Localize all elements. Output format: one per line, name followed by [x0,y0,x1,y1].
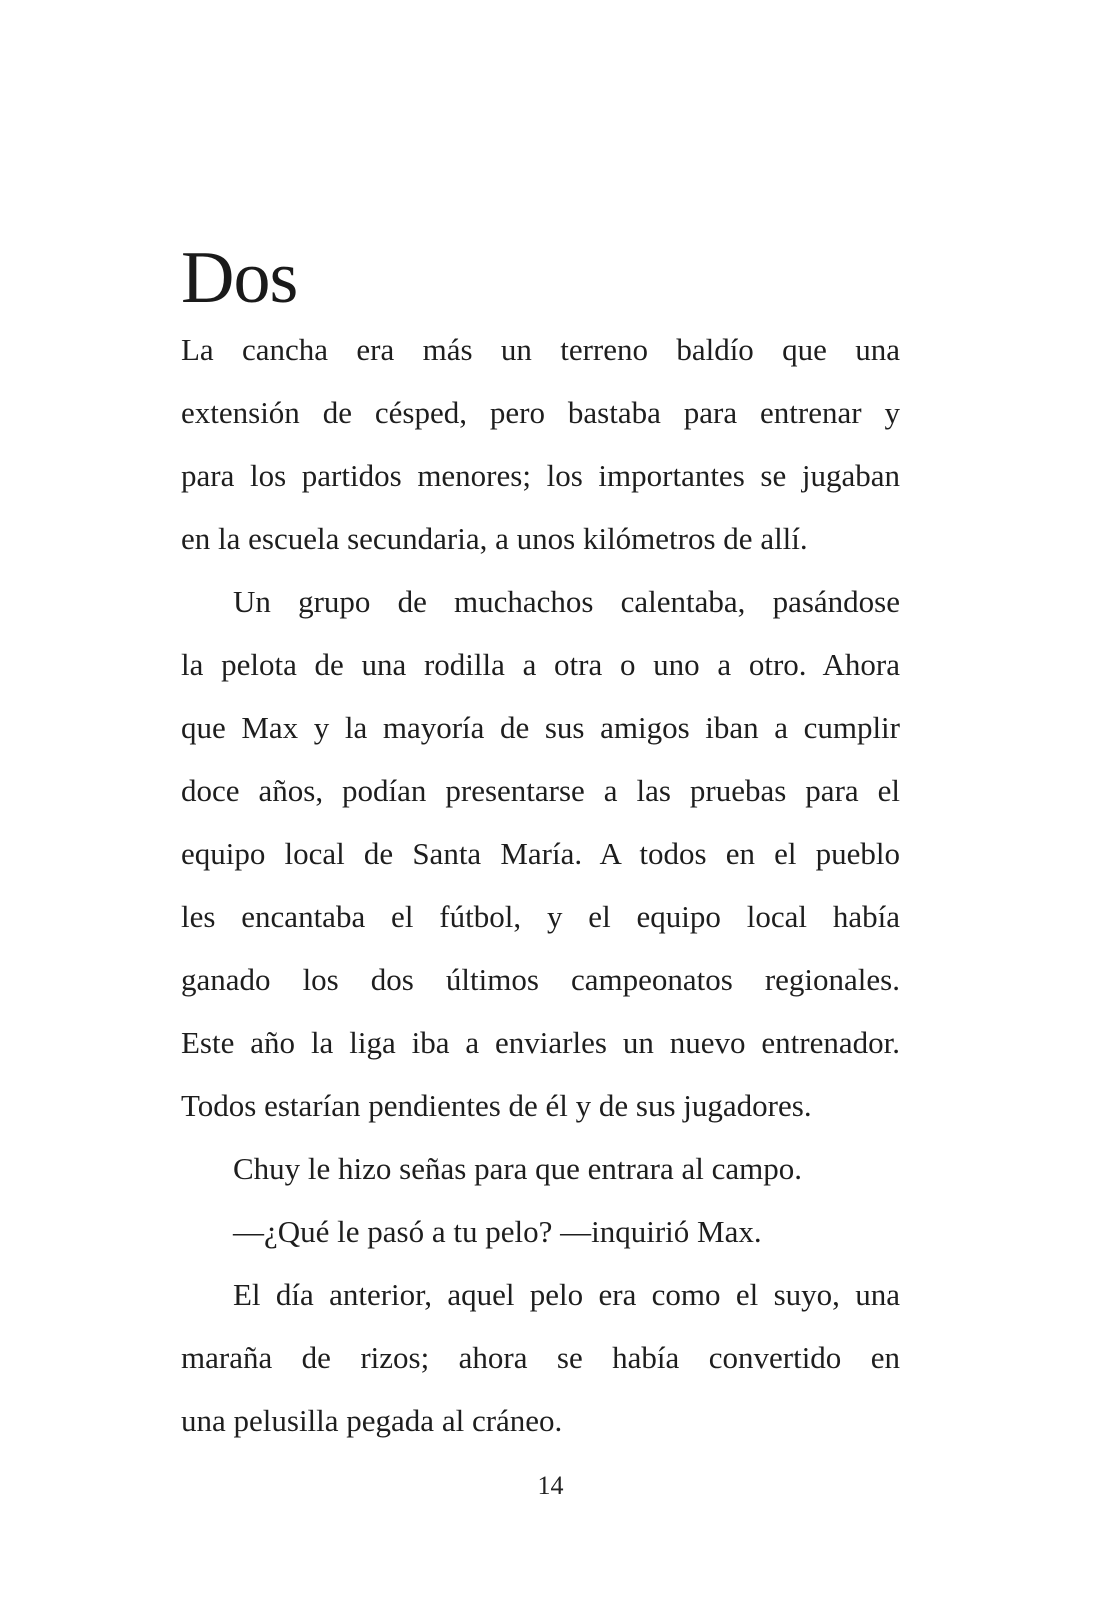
text-line: La cancha era más un terreno baldío que una [181,332,900,367]
body-text [181,318,900,1452]
text-line: les encantaba el fútbol, y el equipo local había [181,899,900,934]
text-line: en la escuela secundaria, a unos kilómetros de allí. [181,521,808,556]
text-line: maraña de rizos; ahora se había convertido en [181,1340,900,1375]
text-line: doce años, podían presentarse a las pruebas para el [181,773,900,808]
text-line: una pelusilla pegada al cráneo. [181,1403,563,1438]
text-line: Todos estarían pendientes de él y de sus jugadores. [181,1088,812,1123]
text-line: El día anterior, aquel pelo era como el suyo, una [233,1277,900,1312]
text-line: Chuy le hizo señas para que entrara al campo. [233,1151,802,1186]
chapter-title: Dos [181,237,298,319]
page-number: 14 [537,1471,564,1500]
text-line: Un grupo de muchachos calentaba, pasándose [233,584,900,619]
text-line: la pelota de una rodilla a otra o uno a otro. Ahora [181,647,900,682]
text-line: ganado los dos últimos campeonatos regionales. [181,962,900,997]
text-line: equipo local de Santa María. A todos en el pueblo [181,836,900,871]
text-line: para los partidos menores; los importantes se jugaban [181,458,900,493]
text-line: extensión de césped, pero bastaba para entrenar y [181,395,900,430]
text-line: Este año la liga iba a enviarles un nuevo entrenador. [181,1025,900,1060]
text-line: que Max y la mayoría de sus amigos iban a cumplir [181,710,900,745]
text-line: —¿Qué le pasó a tu pelo? —inquirió Max. [233,1214,762,1249]
